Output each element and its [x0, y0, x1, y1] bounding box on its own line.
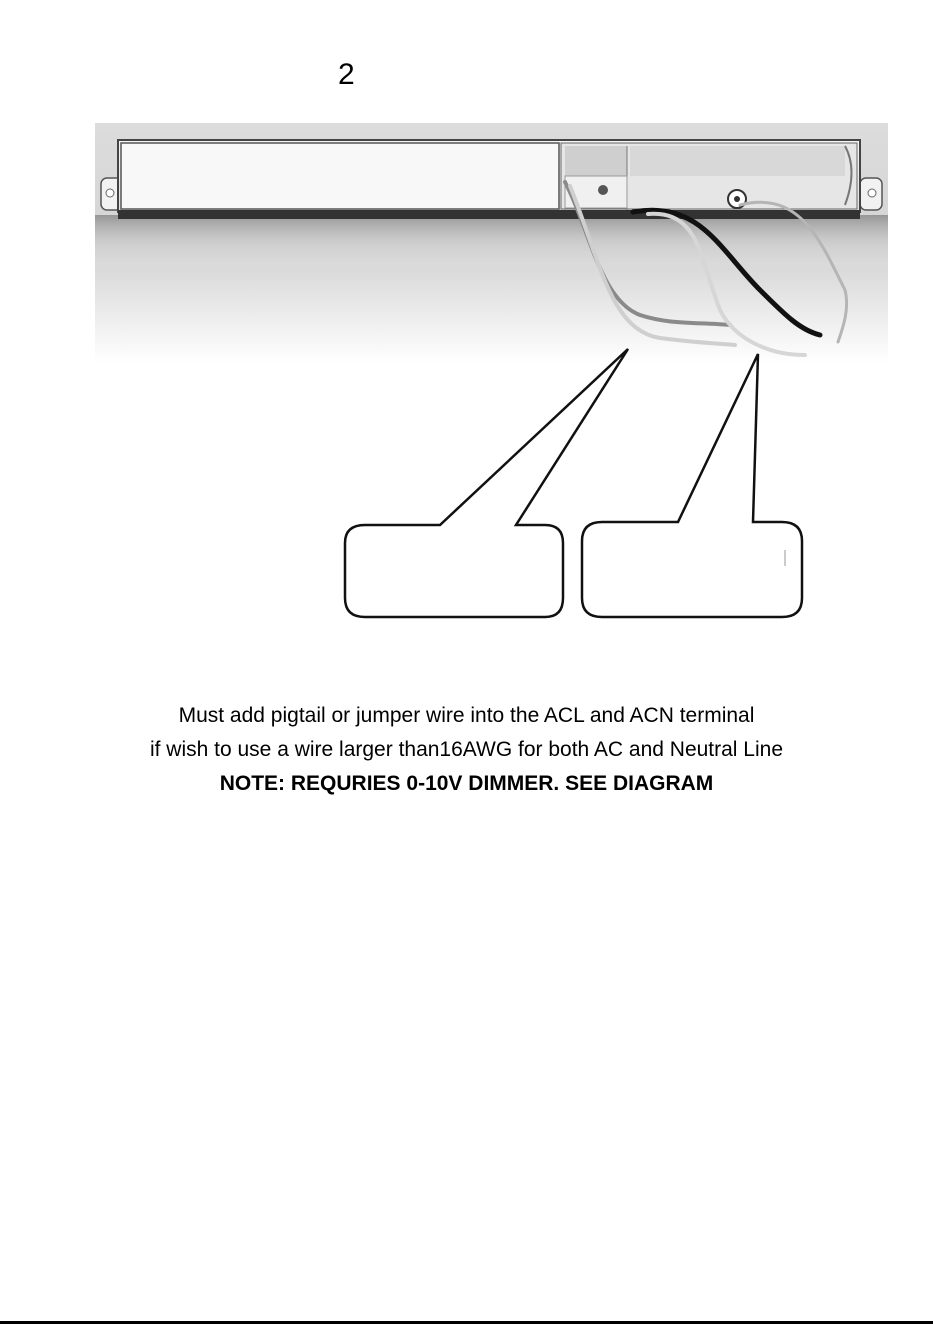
instructions-block: [0, 699, 933, 801]
instructions-line-2: if wish to use a wire larger than16AWG for both AC and Neutral Line: [149, 738, 784, 761]
step-number: 2: [338, 58, 355, 91]
instructions-line-1: Must add pigtail or jumper wire into the ACL and ACN terminal: [178, 704, 755, 727]
dimmer-note: NOTE: REQURIES 0-10V DIMMER. SEE DIAGRAM: [219, 772, 714, 795]
screw-icon: [598, 185, 608, 195]
fixture-photo: [95, 123, 888, 363]
callout-right: [582, 354, 802, 617]
fixture-cover: [121, 143, 559, 209]
